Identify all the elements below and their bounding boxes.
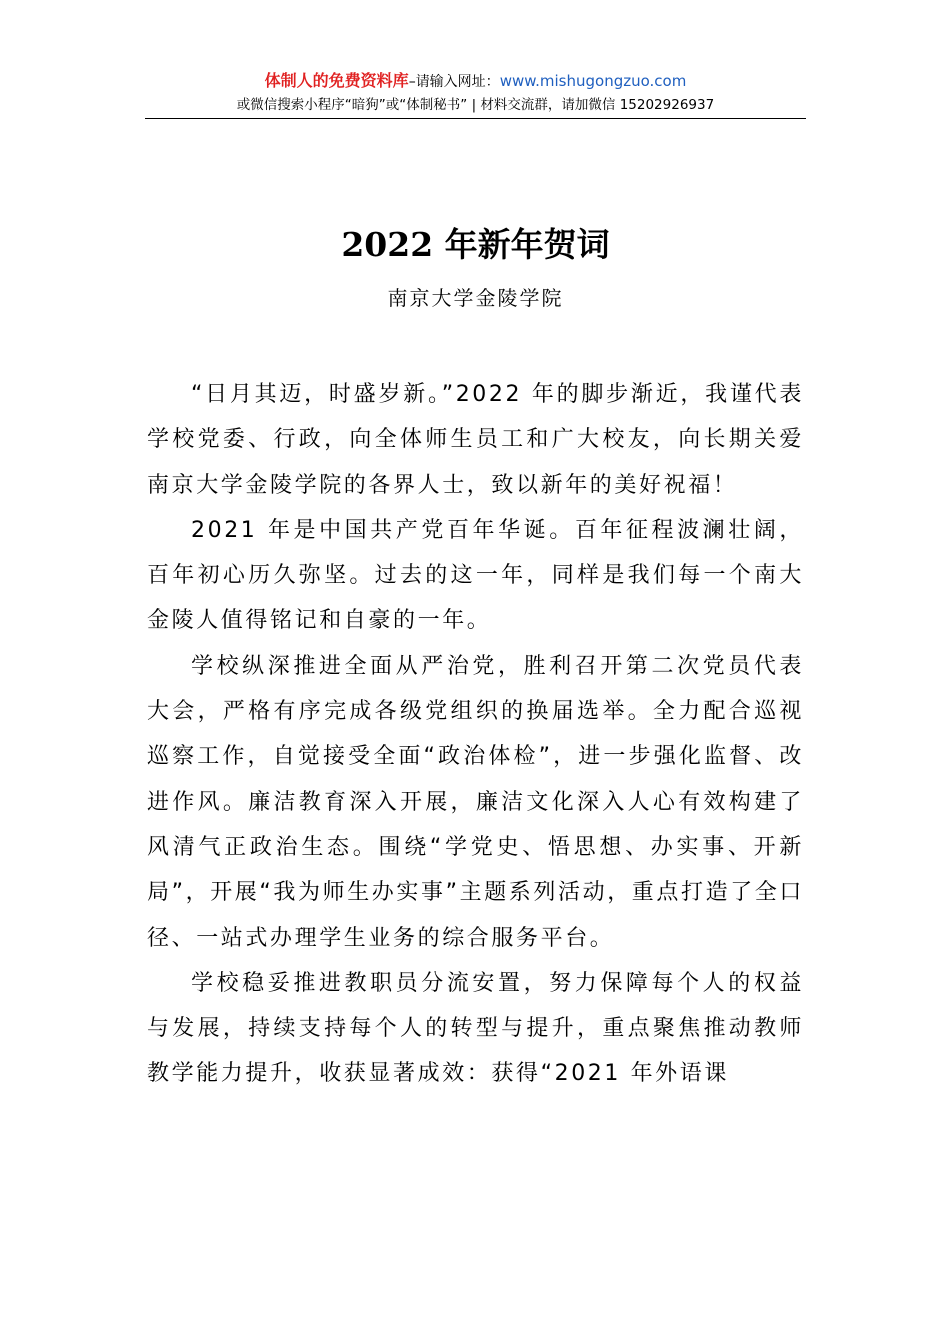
- header-prompt: –请输入网址：: [408, 74, 500, 90]
- header-url-link[interactable]: www.mishugongzuo.com: [499, 72, 687, 90]
- paragraph-1: “日月其迈，时盛岁新。”2022 年的脚步渐近，我谨代表学校党委、行政，向全体师生员工和广大校友，向长期关爱南京大学金陵学院的各界人士，致以新年的美好祝福！: [147, 382, 804, 498]
- document-title: 2022 年新年贺词: [341, 225, 610, 264]
- header-brand: 体制人的免费资料库: [264, 71, 409, 90]
- document-body: [147, 372, 804, 1097]
- paragraph-4: 学校稳妥推进教职员分流安置，努力保障每个人的权益与发展，持续支持每个人的转型与提升，重点聚焦推动教师教学能力提升，收获显著成效：获得“2021 年外语课: [147, 970, 804, 1087]
- page-header: [145, 68, 806, 119]
- paragraph-3: 学校纵深推进全面从严治党，胜利召开第二次党员代表大会，严格有序完成各级党组织的换届选举。全力配合巡视巡察工作，自觉接受全面“政治体检”，进一步强化监督、改进作风。廉洁教育深入开展，廉洁文化深入人心有效构建了风清气正政治生态。围绕“学党史、悟思想、办实事、开新局”，开展“我为师生办实事”主题系列活动，重点打造了全口径、一站式办理学生业务的综合服务平台。: [147, 653, 804, 951]
- header-line-1: [145, 68, 806, 95]
- header-line-2: 或微信搜索小程序“暗狗”或“体制秘书” | 材料交流群，请加微信 15202926937: [236, 97, 715, 113]
- document-author: 南京大学金陵学院: [387, 286, 564, 310]
- paragraph-2: 2021 年是中国共产党百年华诞。百年征程波澜壮阔，百年初心历久弥坚。过去的这一年，同样是我们每一个南大金陵人值得铭记和自豪的一年。: [147, 517, 804, 634]
